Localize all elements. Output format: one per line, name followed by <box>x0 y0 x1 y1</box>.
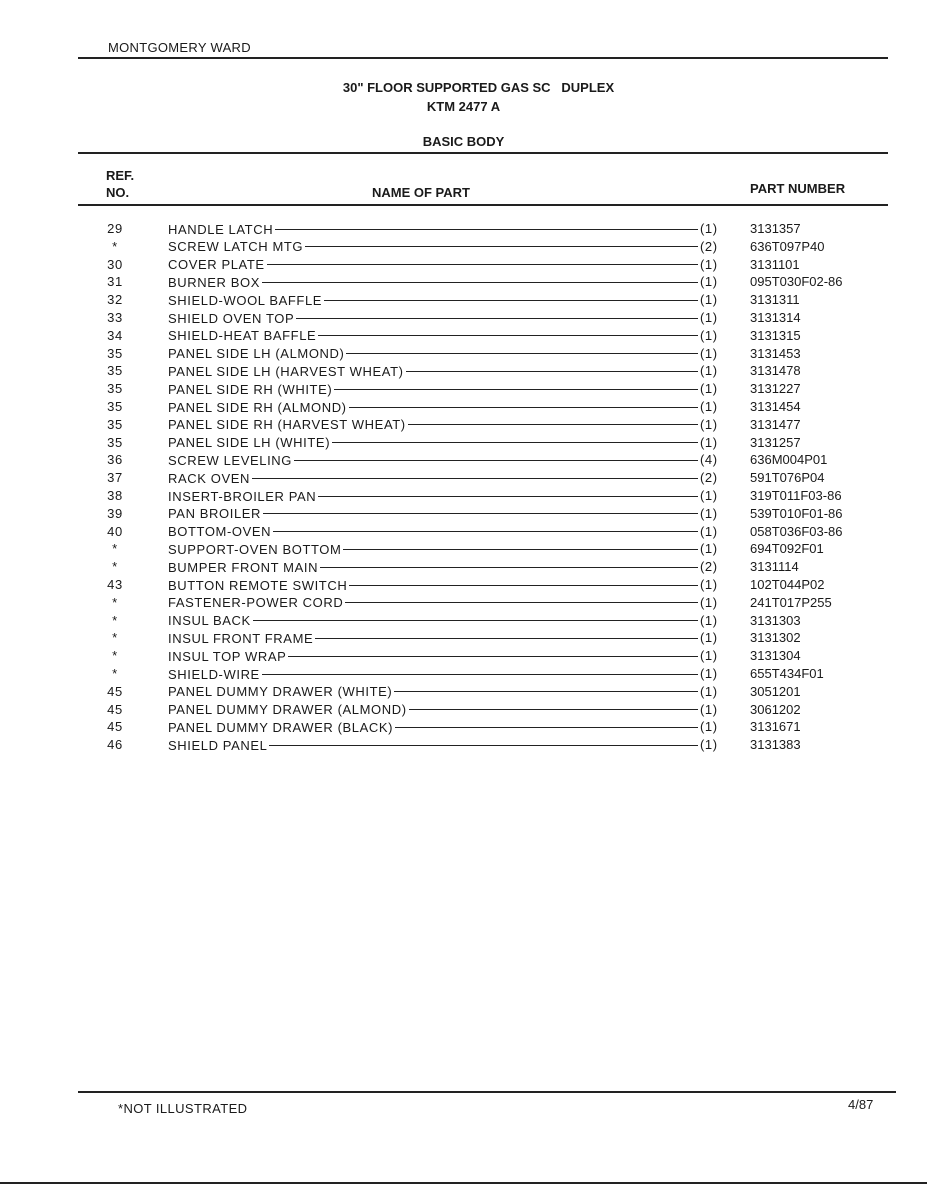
ref-header-line2: NO. <box>106 185 130 200</box>
table-row <box>0 399 927 417</box>
leader-line <box>263 513 698 514</box>
quantity: (1) <box>700 630 718 646</box>
ref-number: 34 <box>107 327 123 343</box>
part-name: BURNER BOX <box>168 274 260 290</box>
divider <box>78 204 888 206</box>
part-name-cell <box>168 346 698 362</box>
ref-number: 31 <box>107 274 123 290</box>
table-row <box>0 452 927 470</box>
part-number: 3131311 <box>750 292 800 308</box>
ref-number: 32 <box>107 292 123 308</box>
table-row <box>0 239 927 257</box>
part-name-cell <box>168 274 698 290</box>
part-number: 3131671 <box>750 719 801 735</box>
table-row <box>0 613 927 631</box>
ref-number: 29 <box>107 221 123 236</box>
part-name-cell <box>168 399 698 415</box>
revision-date: 4/87 <box>848 1097 874 1112</box>
part-number: 3131101 <box>750 256 800 272</box>
part-name-cell <box>168 630 698 646</box>
part-name: PANEL SIDE LH (WHITE) <box>168 435 331 451</box>
part-name: SHIELD-WOOL BAFFLE <box>168 292 323 308</box>
leader-line <box>318 335 698 336</box>
ref-number: 38 <box>107 488 123 503</box>
quantity: (1) <box>700 719 718 735</box>
ref-number: 46 <box>107 737 123 753</box>
part-name-cell <box>168 719 698 735</box>
quantity: (1) <box>700 363 718 379</box>
ref-number: 35 <box>107 399 123 414</box>
part-name-cell <box>168 470 698 486</box>
table-row <box>0 257 927 275</box>
ref-number: * <box>112 648 118 664</box>
part-number: 3131357 <box>750 221 801 236</box>
leader-line <box>346 353 698 354</box>
leader-line <box>252 478 698 479</box>
quantity: (1) <box>700 292 718 308</box>
leader-line <box>315 638 698 639</box>
ref-number: 33 <box>107 310 123 325</box>
leader-line <box>262 674 698 675</box>
quantity: (1) <box>700 612 718 628</box>
part-name: INSUL TOP WRAP <box>168 648 287 664</box>
ref-number: * <box>112 594 118 610</box>
ref-number: 39 <box>107 505 123 521</box>
part-name: PANEL SIDE RH (HARVEST WHEAT) <box>168 417 406 433</box>
part-name-cell <box>168 613 698 629</box>
part-number: 694T092F01 <box>750 541 824 557</box>
ref-number: 45 <box>107 701 123 717</box>
leader-line <box>324 300 698 301</box>
ref-number: 35 <box>107 434 123 450</box>
part-name-cell <box>168 452 698 468</box>
ref-number: 35 <box>107 345 123 361</box>
part-number: 3131453 <box>750 345 801 361</box>
part-name-cell <box>168 381 698 397</box>
leader-line <box>395 727 698 728</box>
part-name: SHIELD PANEL <box>168 737 268 753</box>
quantity: (1) <box>700 523 718 539</box>
part-number: 3131303 <box>750 612 801 628</box>
part-name: PANEL DUMMY DRAWER (BLACK) <box>168 719 394 735</box>
part-name: PANEL SIDE RH (WHITE) <box>168 381 333 397</box>
part-number: 3131383 <box>750 737 801 753</box>
part-name-cell <box>168 292 698 308</box>
section-title: BASIC BODY <box>422 134 505 149</box>
ref-number: * <box>112 630 118 646</box>
part-name-cell <box>168 559 698 575</box>
part-number: 3131114 <box>750 559 799 575</box>
table-row <box>0 221 927 239</box>
part-name-cell <box>168 239 698 255</box>
part-name-cell <box>168 488 698 504</box>
ref-number: 36 <box>107 452 123 468</box>
table-row <box>0 470 927 488</box>
quantity: (1) <box>700 274 718 290</box>
part-name: SHIELD-HEAT BAFFLE <box>168 328 317 344</box>
ref-number: * <box>112 559 118 575</box>
part-name: SCREW LATCH MTG <box>168 239 304 255</box>
ref-number: 43 <box>107 577 123 592</box>
part-name-cell <box>168 684 698 700</box>
quantity: (1) <box>700 327 718 343</box>
quantity: (1) <box>700 345 718 361</box>
part-name-cell <box>168 648 698 664</box>
leader-line <box>267 264 698 265</box>
quantity: (1) <box>700 577 718 592</box>
model-number: KTM 2477 A <box>426 99 501 114</box>
table-row <box>0 684 927 702</box>
divider <box>78 152 888 154</box>
part-number: 3131257 <box>750 434 801 450</box>
quantity: (2) <box>700 559 718 575</box>
table-row <box>0 630 927 648</box>
part-name: BOTTOM-OVEN <box>168 524 272 540</box>
ref-number: 45 <box>107 683 123 699</box>
leader-line <box>318 496 698 497</box>
part-number: 058T036F03-86 <box>750 523 843 539</box>
table-row <box>0 328 927 346</box>
quantity: (1) <box>700 399 718 414</box>
leader-line <box>273 531 698 532</box>
quantity: (1) <box>700 256 718 272</box>
name-header: NAME OF PART <box>372 185 470 200</box>
part-number: 636M004P01 <box>750 452 828 468</box>
quantity: (1) <box>700 541 718 557</box>
part-name-cell <box>168 310 698 326</box>
quantity: (1) <box>700 416 718 432</box>
table-row <box>0 506 927 524</box>
part-number: 3131304 <box>750 648 801 664</box>
leader-line <box>269 745 698 746</box>
part-number: 3131478 <box>750 363 801 379</box>
part-name-cell <box>168 595 698 611</box>
part-number: 655T434F01 <box>750 666 824 681</box>
ref-number: 45 <box>107 719 123 735</box>
part-number: 636T097P40 <box>750 238 825 254</box>
table-row <box>0 541 927 559</box>
ref-number: * <box>112 541 118 557</box>
leader-line <box>408 424 698 425</box>
quantity: (1) <box>700 683 718 699</box>
quantity: (1) <box>700 737 718 753</box>
leader-line <box>332 442 698 443</box>
ref-number: * <box>112 666 118 681</box>
table-row <box>0 719 927 737</box>
leader-line <box>409 709 698 710</box>
part-name: BUTTON REMOTE SWITCH <box>168 577 348 593</box>
part-name: PANEL SIDE LH (HARVEST WHEAT) <box>168 363 404 379</box>
quantity: (1) <box>700 648 718 664</box>
leader-line <box>320 567 698 568</box>
ref-header-line1: REF. <box>106 168 135 183</box>
part-name: INSERT-BROILER PAN <box>168 488 317 504</box>
ref-number: 40 <box>107 523 123 539</box>
table-row <box>0 417 927 435</box>
quantity: (1) <box>700 310 718 325</box>
table-row <box>0 559 927 577</box>
quantity: (1) <box>700 221 718 236</box>
leader-line <box>262 282 698 283</box>
part-name: PANEL DUMMY DRAWER (WHITE) <box>168 684 393 700</box>
part-name-cell <box>168 417 698 433</box>
quantity: (1) <box>700 434 718 450</box>
part-name: SCREW LEVELING <box>168 452 292 468</box>
quantity: (1) <box>700 701 718 717</box>
part-name-cell <box>168 435 698 451</box>
part-number: 102T044P02 <box>750 577 825 592</box>
divider <box>78 1091 896 1093</box>
part-name: INSUL FRONT FRAME <box>168 630 314 646</box>
part-name-cell <box>168 506 698 522</box>
leader-line <box>343 549 698 550</box>
part-name: HANDLE LATCH <box>168 221 274 237</box>
table-row <box>0 363 927 381</box>
part-number-header: PART NUMBER <box>750 181 846 196</box>
leader-line <box>406 371 698 372</box>
leader-line <box>296 318 698 319</box>
part-name: INSUL BACK <box>168 613 251 629</box>
part-name: PANEL SIDE LH (ALMOND) <box>168 346 345 362</box>
part-name-cell <box>168 524 698 540</box>
table-row <box>0 310 927 328</box>
leader-line <box>349 407 698 408</box>
part-number: 3131315 <box>750 327 801 343</box>
table-row <box>0 292 927 310</box>
brand-name: MONTGOMERY WARD <box>108 40 251 55</box>
quantity: (1) <box>700 381 718 397</box>
ref-number: 35 <box>107 381 123 397</box>
part-name-cell <box>168 541 698 557</box>
table-row <box>0 274 927 292</box>
part-number: 3131454 <box>750 399 801 414</box>
quantity: (2) <box>700 470 718 486</box>
table-row <box>0 595 927 613</box>
ref-number: 30 <box>107 256 123 272</box>
table-row <box>0 648 927 666</box>
table-row <box>0 702 927 720</box>
document-title: 30" FLOOR SUPPORTED GAS SC DUPLEX <box>342 80 615 95</box>
part-name-cell <box>168 666 698 682</box>
part-name-cell <box>168 737 698 753</box>
leader-line <box>294 460 698 461</box>
table-row <box>0 488 927 506</box>
divider <box>0 1182 927 1184</box>
part-number: 3051201 <box>750 683 801 699</box>
part-name: SHIELD OVEN TOP <box>168 310 295 326</box>
part-name: RACK OVEN <box>168 470 250 486</box>
table-row <box>0 524 927 542</box>
part-name-cell <box>168 702 698 718</box>
ref-number: 35 <box>107 363 123 379</box>
part-name-cell <box>168 257 698 273</box>
quantity: (1) <box>700 666 718 681</box>
quantity: (1) <box>700 488 718 503</box>
divider <box>78 57 888 59</box>
leader-line <box>349 585 698 586</box>
part-name-cell <box>168 221 698 237</box>
part-number: 095T030F02-86 <box>750 274 843 290</box>
quantity: (2) <box>700 238 718 254</box>
part-name: PAN BROILER <box>168 506 262 522</box>
part-number: 3131314 <box>750 310 801 325</box>
leader-line <box>334 389 698 390</box>
part-number: 3131302 <box>750 630 801 646</box>
part-number: 591T076P04 <box>750 470 825 486</box>
quantity: (1) <box>700 505 718 521</box>
part-name: COVER PLATE <box>168 257 265 273</box>
part-name-cell <box>168 328 698 344</box>
table-row <box>0 737 927 755</box>
ref-number: * <box>112 238 118 254</box>
table-row <box>0 381 927 399</box>
part-name-cell <box>168 577 698 593</box>
part-number: 241T017P255 <box>750 594 832 610</box>
part-name: SHIELD-WIRE <box>168 666 260 682</box>
part-number: 539T010F01-86 <box>750 505 843 521</box>
part-name: PANEL SIDE RH (ALMOND) <box>168 399 347 415</box>
table-row <box>0 666 927 684</box>
table-row <box>0 577 927 595</box>
part-name: PANEL DUMMY DRAWER (ALMOND) <box>168 702 407 718</box>
footnote: *NOT ILLUSTRATED <box>118 1101 248 1116</box>
table-row <box>0 435 927 453</box>
part-name: BUMPER FRONT MAIN <box>168 559 319 575</box>
part-number: 3131227 <box>750 381 801 397</box>
ref-number: 35 <box>107 416 123 432</box>
table-row <box>0 346 927 364</box>
quantity: (4) <box>700 452 718 468</box>
leader-line <box>288 656 698 657</box>
part-name: FASTENER-POWER CORD <box>168 595 344 611</box>
leader-line <box>253 620 698 621</box>
leader-line <box>305 246 698 247</box>
part-number: 319T011F03-86 <box>750 488 842 503</box>
part-name: SUPPORT-OVEN BOTTOM <box>168 541 342 557</box>
part-name-cell <box>168 363 698 379</box>
leader-line <box>275 229 698 230</box>
leader-line <box>345 602 698 603</box>
ref-number: 37 <box>107 470 123 486</box>
leader-line <box>394 691 698 692</box>
part-number: 3131477 <box>750 416 801 432</box>
part-number: 3061202 <box>750 701 801 717</box>
ref-number: * <box>112 612 118 628</box>
quantity: (1) <box>700 594 718 610</box>
